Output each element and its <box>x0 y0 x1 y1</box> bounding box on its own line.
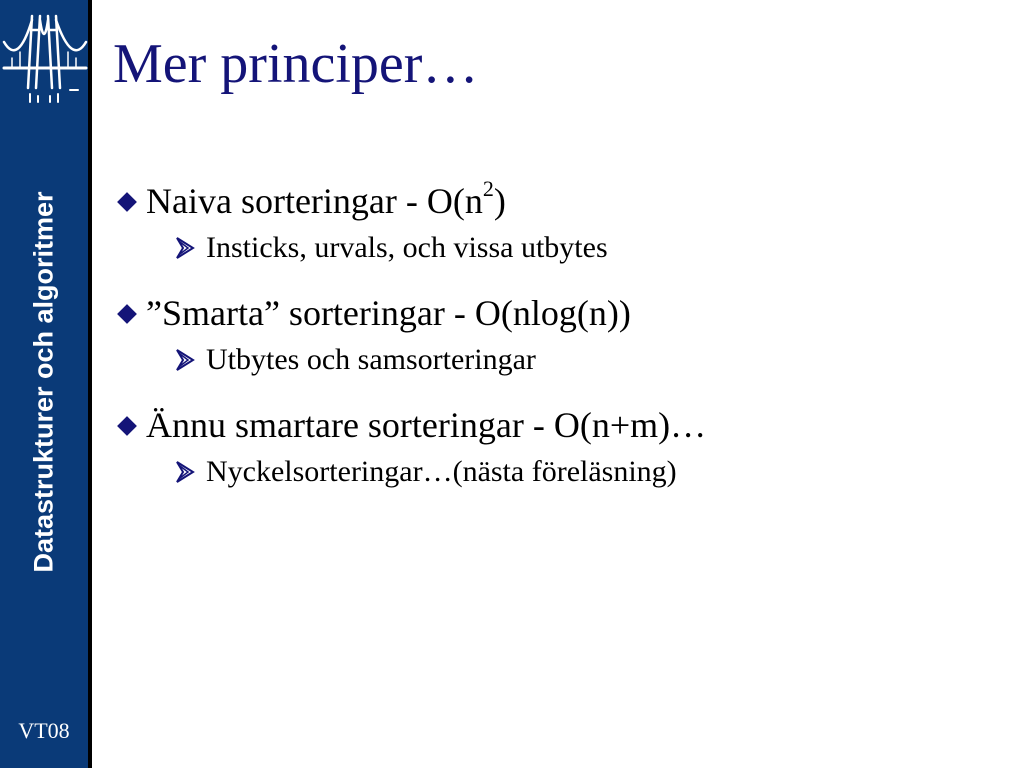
sub-bullet-item <box>114 450 994 494</box>
arrow-bullet-icon <box>174 348 196 372</box>
bullet-text: Naiva sorteringar - $O(n^2)$ <box>146 176 506 221</box>
bullet-text: Ännu smartare sorteringar - O(n+m)… <box>146 405 707 445</box>
bullet-item <box>114 288 994 338</box>
bullet-list <box>114 176 994 512</box>
sub-bullet-text: Utbytes och samsorteringar <box>206 343 536 376</box>
sub-bullet-text: Insticks, urvals, och vissa utbytes <box>206 231 608 264</box>
course-title: Datastrukturer och algoritmer <box>28 191 59 573</box>
sub-bullet-item <box>114 338 994 382</box>
arrow-bullet-icon <box>174 236 196 260</box>
bridge-logo-icon <box>2 8 88 104</box>
sub-bullet-item <box>114 226 994 270</box>
diamond-bullet-icon <box>117 192 137 212</box>
bullet-text: ”Smarta” sorteringar - O(nlog(n)) <box>146 293 631 333</box>
bullet-item <box>114 400 994 450</box>
arrow-bullet-icon <box>174 460 196 484</box>
slide-title: Mer principer… <box>113 33 479 95</box>
bullet-item <box>114 176 994 226</box>
sub-bullet-text: Nyckelsorteringar…(nästa föreläsning) <box>206 455 677 488</box>
diamond-bullet-icon <box>117 304 137 324</box>
sidebar <box>0 0 92 768</box>
semester-label: VT08 <box>18 718 70 743</box>
diamond-bullet-icon <box>117 416 137 436</box>
